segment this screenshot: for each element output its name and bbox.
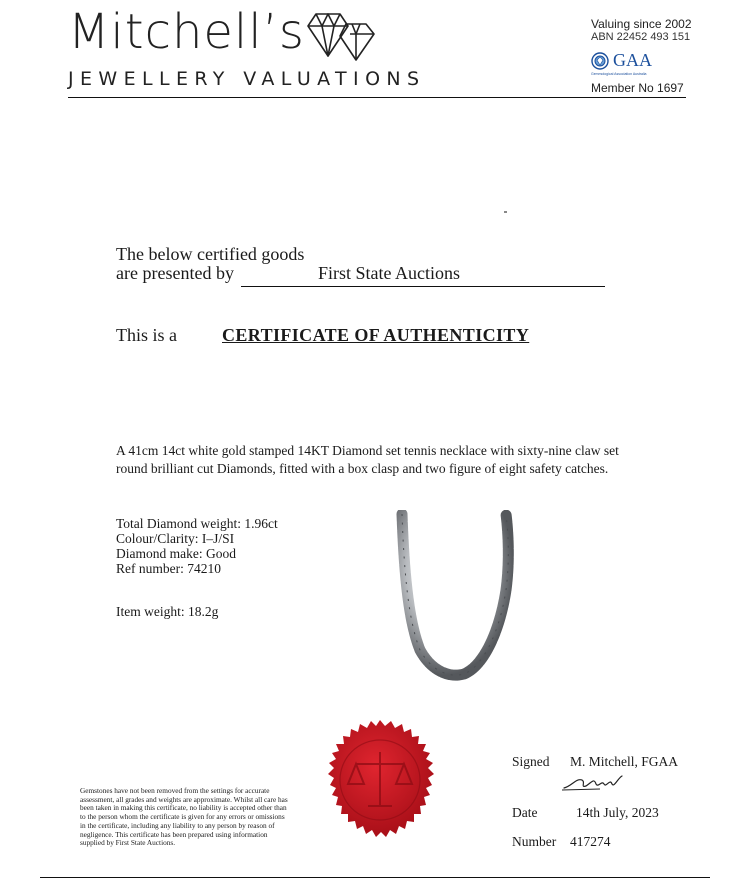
spec-ref-number: Ref number: 74210	[116, 561, 221, 576]
presented-by-underline	[241, 286, 605, 287]
scan-speck	[504, 211, 507, 213]
spec-colour-clarity: Colour/Clarity: I–J/SI	[116, 531, 235, 546]
signed-label: Signed	[512, 754, 550, 769]
footer-divider	[40, 877, 710, 878]
necklace-photo	[380, 510, 530, 690]
spec-diamond-make: Diamond make: Good	[116, 546, 236, 561]
presented-by-label: are presented by	[116, 263, 234, 283]
signed-by: M. Mitchell, FGAA	[570, 754, 678, 769]
certified-goods-line: The below certified goods	[116, 244, 305, 264]
item-weight: Item weight: 18.2g	[116, 604, 219, 619]
number-label: Number	[512, 834, 557, 849]
diamond-icon	[306, 10, 378, 66]
brand-name: Mitchell’s	[68, 4, 305, 60]
spec-total-weight: Total Diamond weight: 1.96ct	[116, 516, 278, 531]
wax-seal-icon	[310, 718, 450, 858]
number-value: 417274	[570, 834, 611, 849]
item-description: A 41cm 14ct white gold stamped 14KT Diamond set tennis necklace with sixty-nine claw set round brilliant cut Diamonds, fitted with a box clasp and two figure of eight safety catches.	[116, 443, 619, 476]
date-label: Date	[512, 805, 538, 820]
gaa-subtext: Gemmological Association Australia	[591, 72, 647, 76]
presented-by-value: First State Auctions	[318, 263, 461, 283]
gaa-logo-text: GAA	[613, 50, 652, 70]
handwritten-signature	[560, 772, 630, 792]
abn-number: ABN 22452 493 151	[591, 31, 691, 43]
gaa-logo	[591, 50, 652, 71]
valuing-since: Valuing since 2002	[591, 17, 692, 31]
header-divider	[68, 97, 686, 98]
brand-tagline: JEWELLERY VALUATIONS	[68, 68, 426, 90]
date-value: 14th July, 2023	[576, 805, 659, 820]
member-number: Member No 1697	[591, 81, 684, 95]
this-is-a-label: This is a	[116, 325, 177, 345]
certificate-title: CERTIFICATE OF AUTHENTICITY	[222, 325, 530, 345]
disclaimer-text: Gemstones have not been removed from the settings for accurate assessment, all grades and weights are approximate. Whilst all care has been taken in making this certificate, no liability is accepted other than to the person whom the certificate is given for any errors or omissions in the certificate, including any liability to any person by reason of negligence. This certificate has been prepared using information supplied by First State Auctions.	[80, 786, 288, 848]
gaa-emblem-icon	[591, 52, 609, 70]
